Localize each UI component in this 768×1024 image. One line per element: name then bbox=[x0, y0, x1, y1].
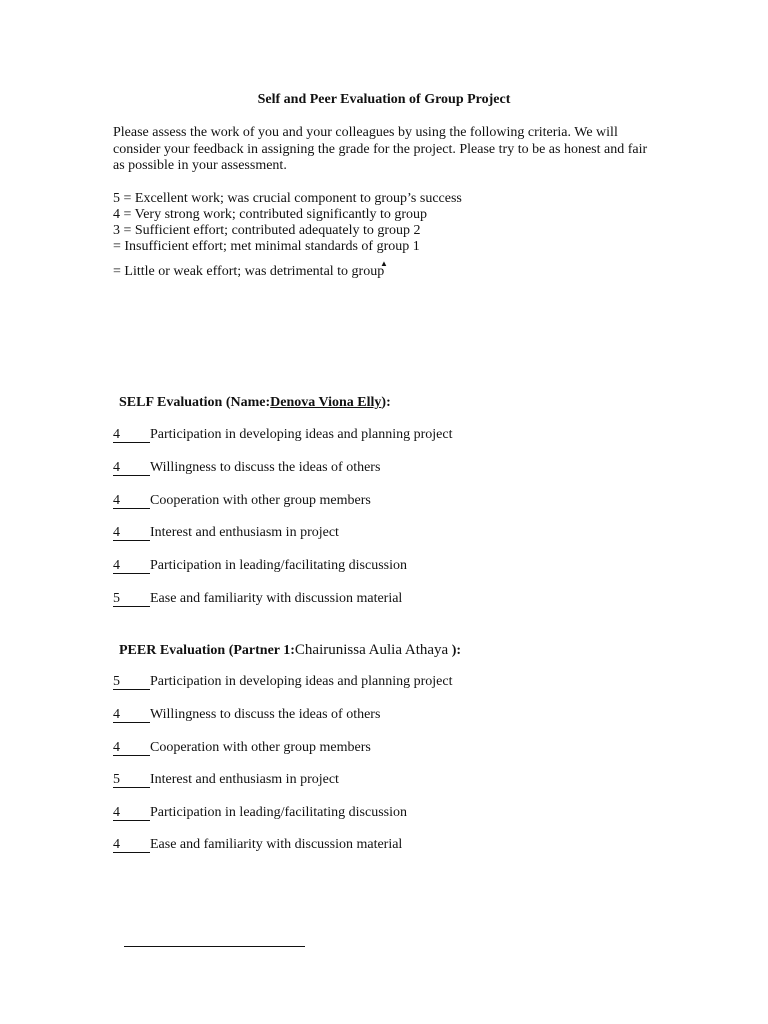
criterion-label: Participation in leading/facilitating discussion bbox=[150, 805, 408, 820]
peer-row bbox=[113, 707, 380, 723]
self-row bbox=[113, 460, 380, 476]
peer-row bbox=[113, 772, 339, 788]
self-heading-prefix: SELF Evaluation (Name: bbox=[119, 395, 271, 410]
self-row bbox=[113, 525, 339, 541]
peer-heading-suffix: ): bbox=[448, 643, 462, 658]
criterion-label: Willingness to discuss the ideas of others bbox=[150, 460, 381, 475]
score-field[interactable]: 4 bbox=[113, 427, 150, 443]
self-row bbox=[113, 493, 371, 509]
peer-row bbox=[113, 837, 402, 853]
self-heading-suffix: ): bbox=[381, 395, 391, 410]
score-field[interactable]: 4 bbox=[113, 740, 150, 756]
peer-name: Chairunissa Aulia Athaya bbox=[294, 642, 449, 658]
scale-line: 5 = Excellent work; was crucial component to group’s success bbox=[113, 191, 462, 206]
score-field[interactable]: 4 bbox=[113, 805, 150, 821]
criterion-label: Willingness to discuss the ideas of others bbox=[150, 707, 381, 722]
peer-row bbox=[113, 740, 371, 756]
score-field[interactable]: 4 bbox=[113, 837, 150, 853]
criterion-label: Participation in developing ideas and planning project bbox=[150, 427, 453, 442]
score-field[interactable]: 5 bbox=[113, 591, 150, 607]
criterion-label: Cooperation with other group members bbox=[150, 740, 371, 755]
peer-row bbox=[113, 805, 407, 821]
criterion-label: Cooperation with other group members bbox=[150, 493, 371, 508]
score-field[interactable]: 4 bbox=[113, 558, 150, 574]
signature-line bbox=[124, 946, 305, 947]
criterion-label: Participation in developing ideas and planning project bbox=[150, 674, 453, 689]
self-row bbox=[113, 427, 452, 443]
score-field[interactable]: 4 bbox=[113, 493, 150, 509]
score-field[interactable]: 4 bbox=[113, 460, 150, 476]
self-row bbox=[113, 558, 407, 574]
score-field[interactable]: 5 bbox=[113, 772, 150, 788]
peer-row bbox=[113, 674, 452, 690]
self-name: Denova Viona Elly bbox=[270, 395, 382, 410]
criterion-label: Ease and familiarity with discussion material bbox=[150, 837, 403, 852]
self-evaluation-heading bbox=[119, 395, 391, 411]
criterion-label: Interest and enthusiasm in project bbox=[150, 525, 339, 540]
criterion-label: Ease and familiarity with discussion material bbox=[150, 591, 403, 606]
scale-line: 4 = Very strong work; contributed significantly to group bbox=[113, 207, 428, 222]
peer-heading-prefix: PEER Evaluation (Partner 1: bbox=[119, 643, 295, 658]
intro-paragraph: Please assess the work of you and your colleagues by using the following criteria. We will consider your feedback in assigning the grade for the project. Please try to be as honest and fair as possible in your assessment. bbox=[113, 125, 648, 173]
score-field[interactable]: 4 bbox=[113, 525, 150, 541]
document-title: Self and Peer Evaluation of Group Project bbox=[257, 92, 511, 107]
peer-evaluation-heading bbox=[119, 642, 461, 659]
anchor-marker-icon: ▲ bbox=[380, 259, 388, 268]
scale-line: = Insufficient effort; met minimal standards of group 1 bbox=[113, 239, 420, 254]
score-field[interactable]: 5 bbox=[113, 674, 150, 690]
criterion-label: Participation in leading/facilitating discussion bbox=[150, 558, 408, 573]
self-row bbox=[113, 591, 402, 607]
criterion-label: Interest and enthusiasm in project bbox=[150, 772, 339, 787]
scale-line: 3 = Sufficient effort; contributed adequately to group 2 bbox=[113, 223, 421, 238]
score-field[interactable]: 4 bbox=[113, 707, 150, 723]
scale-line: = Little or weak effort; was detrimental to group bbox=[113, 264, 385, 279]
